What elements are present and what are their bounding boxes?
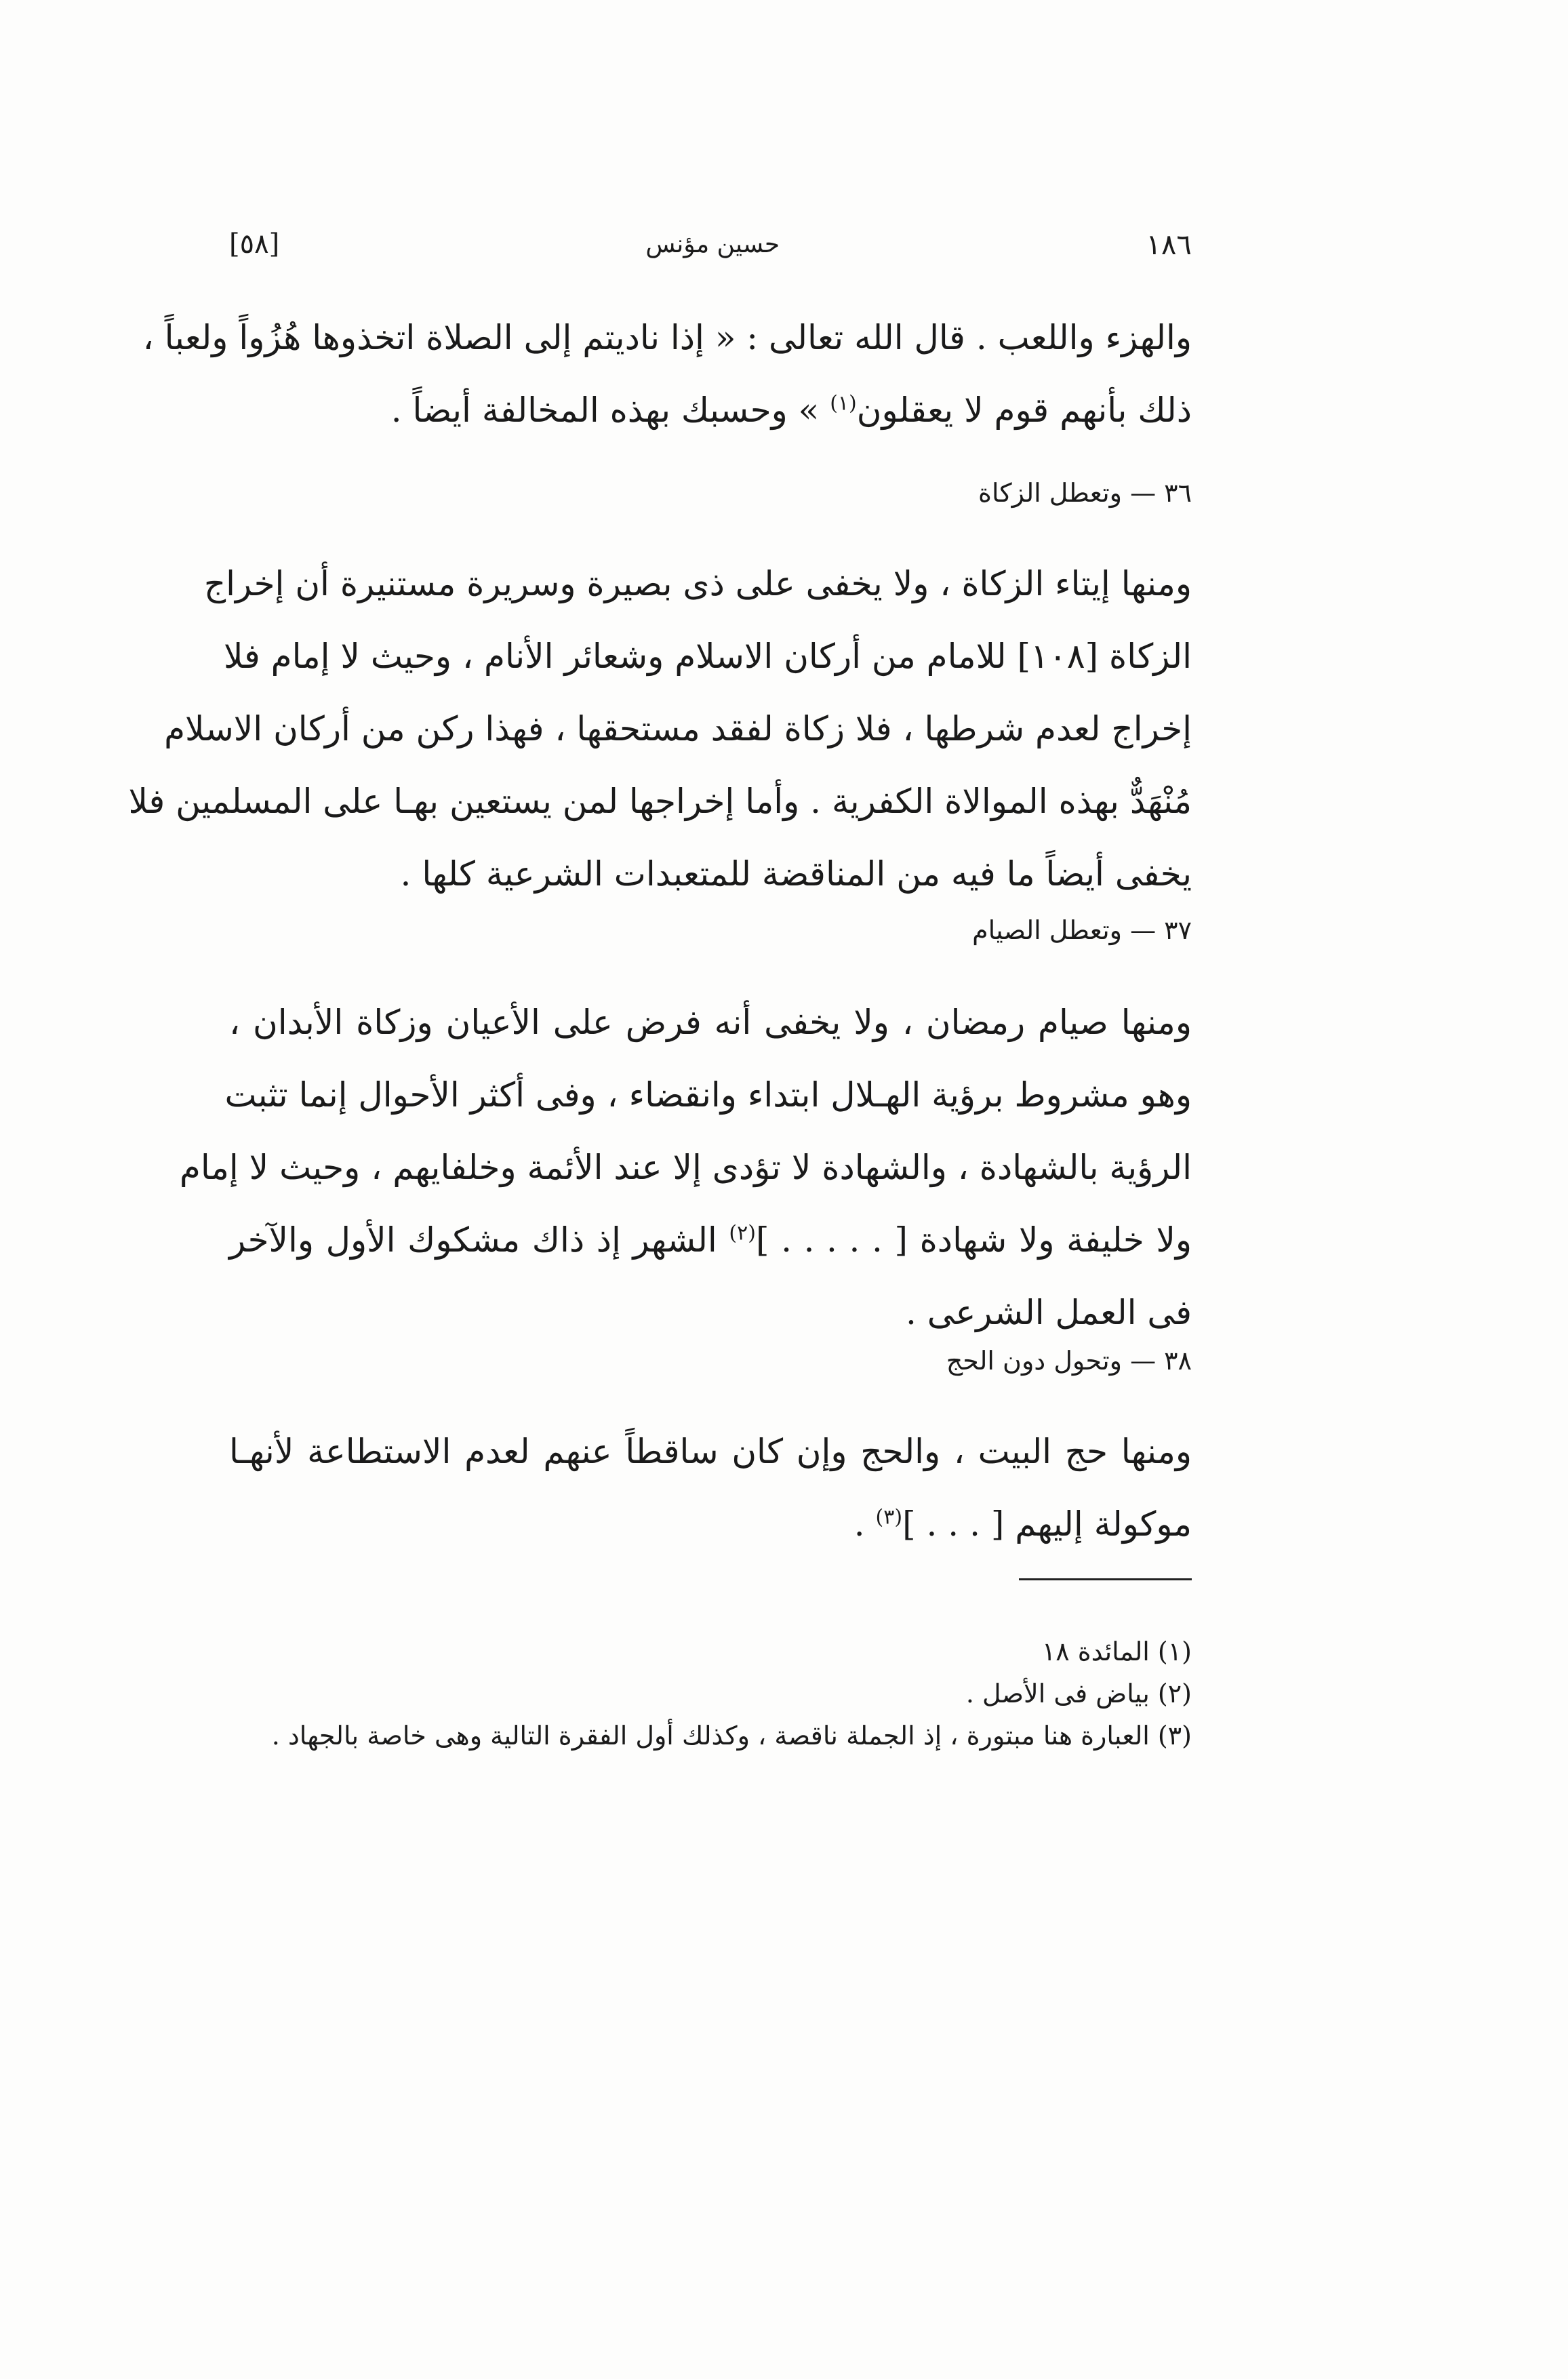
line-segment: » وحسبك بهذه المخالفة أيضاً .: [390, 391, 820, 430]
page-header: [229, 224, 1192, 264]
section-heading: ٣٨ — وتحول دون الحج: [946, 1346, 1192, 1376]
line-segment: ذلك بأنهم قوم لا يعقلون: [856, 391, 1192, 430]
paragraph-line: الرؤية بالشهادة ، والشهادة لا تؤدى إلا عند الأئمة وخلفايهم ، وحيث لا إمام: [179, 1148, 1192, 1187]
paragraph-line: [229, 374, 1192, 447]
paragraph-line: [229, 1204, 1192, 1277]
line-segment: .: [853, 1504, 876, 1544]
footnote-divider: [1019, 1578, 1192, 1580]
footnote-ref: (١): [830, 391, 857, 416]
footnote: (٢) بياض فى الأصل .: [965, 1679, 1192, 1708]
line-segment: ولا خليفة ولا شهادة [ . . . . . ]: [755, 1220, 1192, 1260]
intro-paragraph: [142, 302, 1192, 447]
running-author: حسين مؤنس: [645, 230, 780, 258]
paragraph-line: ومنها حج البيت ، والحج وإن كان ساقطاً عنهم لعدم الاستطاعة لأنهـا: [229, 1432, 1192, 1471]
footnotes: [229, 1631, 1192, 1757]
footnote-ref: (٣): [875, 1505, 903, 1530]
paragraph-line: مُنْهَدٌّ بهذه الموالاة الكفرية . وأما إخراجها لمن يستعين بهـا على المسلمين فلا: [128, 782, 1192, 821]
section-heading: ٣٦ — وتعطل الزكاة: [978, 478, 1192, 508]
original-page-marker: [٥٨]: [229, 228, 280, 260]
page-number: ١٨٦: [1146, 227, 1192, 261]
section-paragraph: [179, 986, 1192, 1349]
section-paragraph: [128, 548, 1192, 911]
paragraph-line: ومنها صيام رمضان ، ولا يخفى أنه فرض على الأعيان وزكاة الأبدان ،: [229, 1003, 1192, 1042]
paragraph-line: ومنها إيتاء الزكاة ، ولا يخفى على ذى بصيرة وسريرة مستنيرة أن إخراج: [203, 564, 1192, 603]
paragraph-line: يخفى أيضاً ما فيه من المناقضة للمتعبدات الشرعية كلها .: [400, 854, 1192, 894]
paragraph-line: [229, 1488, 1192, 1561]
paragraph-line: والهزء واللعب . قال الله تعالى : « إذا ناديتم إلى الصلاة اتخذوها هُزُواً ولعباً ،: [142, 318, 1192, 357]
footnote: (٣) العبارة هنا مبتورة ، إذ الجملة ناقصة ، وكذلك أول الفقرة التالية وهى خاصة بالجهاد .: [271, 1721, 1192, 1751]
paragraph-line: إخراج لعدم شرطها ، فلا زكاة لفقد مستحقها ، فهذا ركن من أركان الاسلام: [164, 709, 1192, 748]
footnote-ref: (٢): [729, 1221, 756, 1245]
footnote: (١) المائدة ١٨: [1041, 1637, 1192, 1666]
section-heading: ٣٧ — وتعطل الصيام: [972, 915, 1192, 945]
paragraph-line: فى العمل الشرعى .: [906, 1293, 1192, 1332]
line-segment: موكولة إليهم [ . . . ]: [902, 1504, 1192, 1544]
paragraph-line: وهو مشروط برؤية الهـلال ابتداء وانقضاء ، وفى أكثر الأحوال إنما تثبت: [224, 1075, 1192, 1115]
line-segment: الشهر إذ ذاك مشكوك الأول والآخر: [229, 1220, 717, 1260]
paragraph-line: الزكاة [١٠٨] للامام من أركان الاسلام وشعائر الأنام ، وحيث لا إمام فلا: [224, 637, 1192, 676]
section-paragraph: [229, 1416, 1192, 1561]
